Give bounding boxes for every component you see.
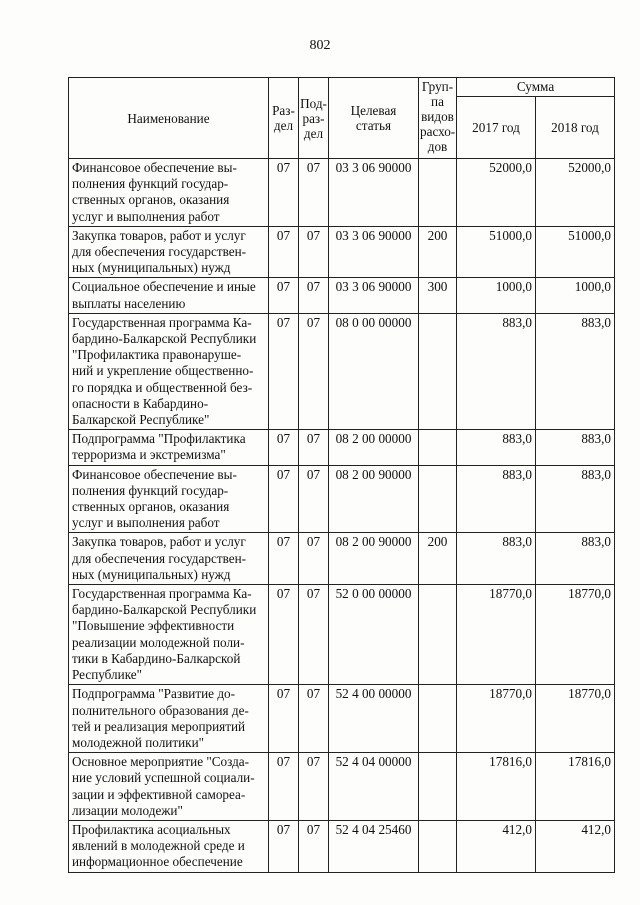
cell-razdel: 07 — [269, 533, 299, 585]
cell-razdel: 07 — [269, 430, 299, 465]
table-body — [69, 159, 615, 873]
header-celevaya: Целевая статья — [329, 78, 419, 159]
cell-razdel: 07 — [269, 465, 299, 533]
cell-name: Закупка товаров, работ и услуг для обеспечения государствен- ных (муниципальных) нужд — [69, 226, 269, 278]
cell-sum-2018: 17816,0 — [536, 753, 615, 821]
cell-name: Подпрограмма "Развитие до- полнительного образования де- тей и реализация мероприятий молодежной политики" — [69, 685, 269, 753]
cell-celevaya: 03 3 06 90000 — [329, 159, 419, 227]
cell-razdel: 07 — [269, 159, 299, 227]
cell-gruppa — [419, 430, 457, 465]
cell-razdel: 07 — [269, 685, 299, 753]
table-row — [69, 685, 615, 753]
cell-sum-2017: 883,0 — [457, 533, 536, 585]
cell-name: Профилактика асоциальных явлений в молодежной среде и информационное обеспечение — [69, 820, 269, 872]
cell-sum-2017: 18770,0 — [457, 585, 536, 685]
cell-razdel: 07 — [269, 313, 299, 429]
cell-celevaya: 52 0 00 00000 — [329, 585, 419, 685]
cell-sum-2018: 883,0 — [536, 533, 615, 585]
cell-podrazdel: 07 — [299, 820, 329, 872]
cell-gruppa — [419, 820, 457, 872]
cell-sum-2018: 883,0 — [536, 313, 615, 429]
header-summa: Сумма — [457, 78, 615, 97]
header-podrazdel: Под- раз- дел — [299, 78, 329, 159]
cell-name: Основное мероприятие "Созда- ние условий успешной социали- зации и эффективной самореа- лизации молодежи" — [69, 753, 269, 821]
table-row — [69, 278, 615, 313]
cell-sum-2018: 1000,0 — [536, 278, 615, 313]
cell-sum-2018: 883,0 — [536, 465, 615, 533]
header-razdel: Раз- дел — [269, 78, 299, 159]
header-gruppa: Груп- па видов расхо- дов — [419, 78, 457, 159]
cell-razdel: 07 — [269, 820, 299, 872]
cell-razdel: 07 — [269, 278, 299, 313]
cell-celevaya: 08 0 00 00000 — [329, 313, 419, 429]
cell-sum-2017: 412,0 — [457, 820, 536, 872]
cell-sum-2017: 883,0 — [457, 313, 536, 429]
cell-celevaya: 52 4 04 25460 — [329, 820, 419, 872]
cell-podrazdel: 07 — [299, 753, 329, 821]
cell-name: Подпрограмма "Профилактика терроризма и экстремизма" — [69, 430, 269, 465]
cell-podrazdel: 07 — [299, 533, 329, 585]
table-row — [69, 226, 615, 278]
cell-name: Государственная программа Ка- бардино-Балкарской Республики "Профилактика правонаруше- ний и укрепление общественно- го порядка и общественной без- опасности в Кабардино- Балкарской Республике" — [69, 313, 269, 429]
cell-sum-2017: 17816,0 — [457, 753, 536, 821]
cell-sum-2017: 52000,0 — [457, 159, 536, 227]
cell-gruppa — [419, 313, 457, 429]
cell-sum-2017: 51000,0 — [457, 226, 536, 278]
table-row — [69, 753, 615, 821]
cell-gruppa — [419, 585, 457, 685]
cell-podrazdel: 07 — [299, 313, 329, 429]
table-row — [69, 820, 615, 872]
table-row — [69, 430, 615, 465]
cell-sum-2017: 883,0 — [457, 430, 536, 465]
cell-sum-2018: 18770,0 — [536, 685, 615, 753]
cell-gruppa: 200 — [419, 226, 457, 278]
cell-celevaya: 08 2 00 90000 — [329, 465, 419, 533]
cell-gruppa: 200 — [419, 533, 457, 585]
cell-razdel: 07 — [269, 585, 299, 685]
cell-podrazdel: 07 — [299, 278, 329, 313]
cell-celevaya: 52 4 04 00000 — [329, 753, 419, 821]
table-row — [69, 465, 615, 533]
header-name: Наименование — [69, 78, 269, 159]
cell-name: Финансовое обеспечение вы- полнения функций государ- ственных органов, оказания услуг и выполнения работ — [69, 465, 269, 533]
table-header — [69, 78, 615, 159]
cell-sum-2018: 51000,0 — [536, 226, 615, 278]
cell-name: Социальное обеспечение и иные выплаты населению — [69, 278, 269, 313]
cell-sum-2017: 1000,0 — [457, 278, 536, 313]
cell-gruppa: 300 — [419, 278, 457, 313]
cell-podrazdel: 07 — [299, 465, 329, 533]
header-year-2018: 2018 год — [536, 97, 615, 159]
budget-table — [68, 77, 615, 873]
cell-podrazdel: 07 — [299, 430, 329, 465]
table-row — [69, 159, 615, 227]
cell-sum-2017: 18770,0 — [457, 685, 536, 753]
cell-name: Финансовое обеспечение вы- полнения функций государ- ственных органов, оказания услуг и выполнения работ — [69, 159, 269, 227]
cell-gruppa — [419, 753, 457, 821]
cell-podrazdel: 07 — [299, 159, 329, 227]
cell-sum-2018: 883,0 — [536, 430, 615, 465]
table-row — [69, 585, 615, 685]
cell-name: Закупка товаров, работ и услуг для обеспечения государствен- ных (муниципальных) нужд — [69, 533, 269, 585]
cell-razdel: 07 — [269, 753, 299, 821]
cell-celevaya: 03 3 06 90000 — [329, 278, 419, 313]
cell-sum-2017: 883,0 — [457, 465, 536, 533]
cell-gruppa — [419, 685, 457, 753]
cell-sum-2018: 18770,0 — [536, 585, 615, 685]
cell-podrazdel: 07 — [299, 585, 329, 685]
cell-celevaya: 52 4 00 00000 — [329, 685, 419, 753]
cell-celevaya: 08 2 00 90000 — [329, 533, 419, 585]
cell-gruppa — [419, 465, 457, 533]
cell-sum-2018: 412,0 — [536, 820, 615, 872]
cell-celevaya: 03 3 06 90000 — [329, 226, 419, 278]
cell-gruppa — [419, 159, 457, 227]
cell-celevaya: 08 2 00 00000 — [329, 430, 419, 465]
cell-podrazdel: 07 — [299, 685, 329, 753]
header-year-2017: 2017 год — [457, 97, 536, 159]
cell-name: Государственная программа Ка- бардино-Балкарской Республики "Повышение эффективности реализации молодежной поли- тики в Кабардино-Балкарской Республике" — [69, 585, 269, 685]
table-row — [69, 533, 615, 585]
cell-razdel: 07 — [269, 226, 299, 278]
cell-podrazdel: 07 — [299, 226, 329, 278]
page-number: 802 — [309, 38, 331, 53]
cell-sum-2018: 52000,0 — [536, 159, 615, 227]
table-row — [69, 313, 615, 429]
